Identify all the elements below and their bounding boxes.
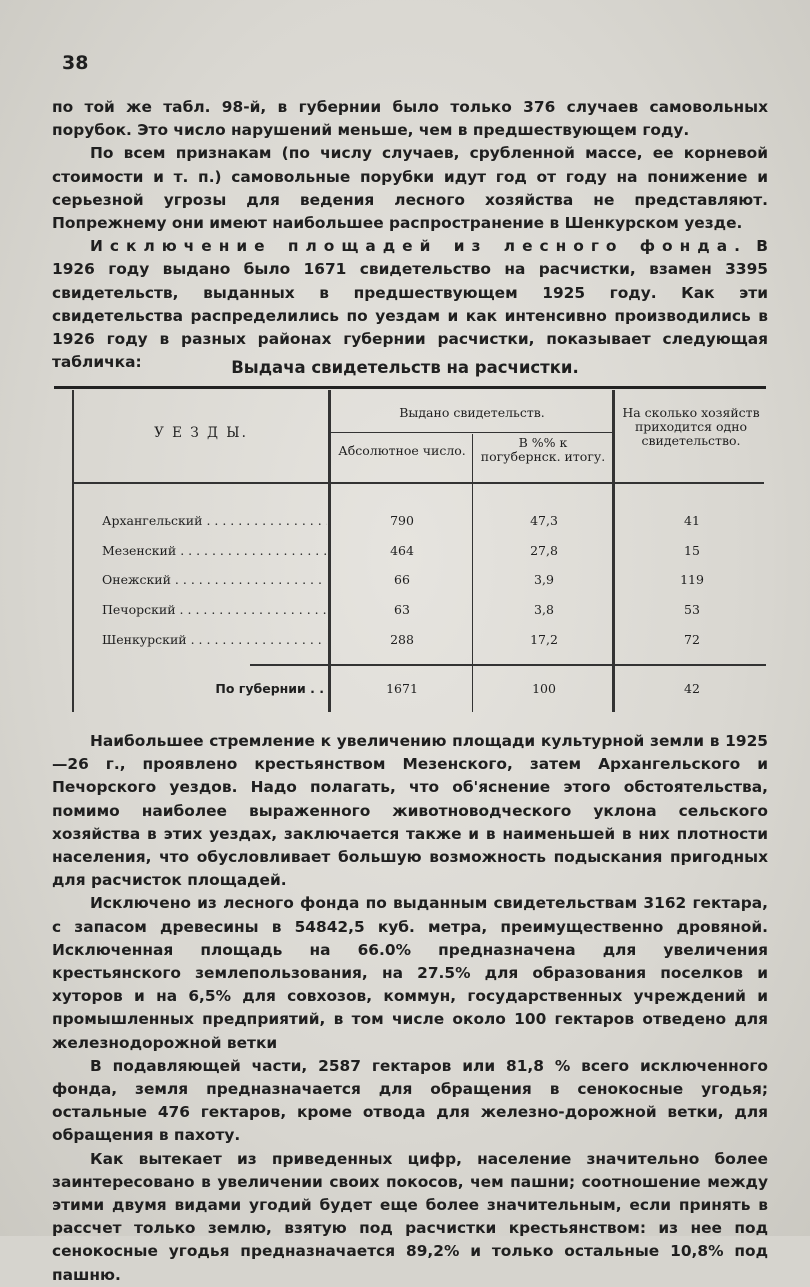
text-block-bottom [52, 730, 768, 1287]
total-pct: 100 [532, 681, 556, 696]
header-absolute: Абсолютное число. [338, 443, 466, 458]
header-sub-rule [331, 432, 612, 433]
row-pct: 3,8 [534, 602, 554, 617]
row-abs: 63 [394, 602, 410, 617]
table-left-border [72, 390, 74, 712]
text-block-top [52, 96, 768, 374]
row-name: Печорский . . . [102, 602, 327, 617]
section-heading: Исключение площадей из лесного фонда. [90, 237, 747, 256]
row-abs: 66 [394, 572, 410, 587]
row-pct: 3,9 [534, 572, 554, 587]
row-pct: 27,8 [530, 543, 558, 558]
header-bottom-rule [72, 482, 764, 484]
row-pct: 17,2 [530, 632, 558, 647]
row-name: Онежский . . . [102, 572, 327, 587]
row-abs: 288 [390, 632, 414, 647]
row-name: Шенкурский . . . [102, 632, 327, 647]
row-households: 119 [680, 572, 704, 587]
paragraph-1: по той же табл. 98-й, в губернии было только 376 случаев самовольных порубок. Это число нарушений меньше, чем в предшествующем году. [52, 98, 768, 140]
row-abs: 790 [390, 513, 414, 528]
row-name: Мезенский . . . [102, 543, 327, 558]
header-households: На сколько хозяйств приходится одно свидетельство. [622, 405, 760, 448]
row-households: 53 [684, 602, 700, 617]
total-label: По губернии . . [215, 681, 324, 696]
total-rule [250, 664, 766, 666]
paragraph-4: Наибольшее стремление к увеличению площади культурной земли в 1925—26 г., проявлено крестьянством Мезенского, затем Архангельского и Печорского уездов. Надо полагать, что об'яснение этого обстоятельства, помимо наиболее выраженного животноводческого уклона сельского хозяйства в этих уездах, заключается также и в наименьшей в них плотности населения, что обусловливает большую возможность подыскания пригодных для расчисток площадей. [52, 732, 768, 890]
row-households: 41 [684, 513, 700, 528]
paragraph-5: Исключено из лесного фонда по выданным свидетельствам 3162 гектара, с запасом древесины в 54842,5 куб. метра, преимущественно дровяной. Исключенная площадь на 66.0% предназначена для увеличения крестьянского землепользования, на 27.5% для образования поселков и хуторов и на 6,5% для совхозов, коммун, государственных учреждений и промышленных предприятий, в том числе около 100 гектаров отведено для железнодорожной ветки [52, 894, 768, 1052]
total-abs: 1671 [386, 681, 418, 696]
page-number: 38 [62, 52, 89, 74]
paragraph-3 [52, 235, 768, 374]
header-uezdy: У Е З Д Ы. [154, 425, 248, 441]
table-title: Выдача свидетельств на расчистки. [231, 358, 579, 377]
row-name: Архангельский . . . [102, 513, 327, 528]
table-top-rule [54, 386, 766, 389]
header-percent: В %% к погубернск. итогу. [480, 435, 606, 464]
row-pct: 47,3 [530, 513, 558, 528]
row-households: 72 [684, 632, 700, 647]
paragraph-6: В подавляющей части, 2587 гектаров или 81,8 % всего исключенного фонда, земля предназначается для обращения в сенокосные угодья; остальные 476 гектаров, кроме отвода для железно-дорожной ветки, для обращения в пахоту. [52, 1056, 768, 1145]
header-issued: Выдано свидетельств. [399, 405, 545, 420]
row-abs: 464 [390, 543, 414, 558]
total-households: 42 [684, 681, 700, 696]
paragraph-2: По всем признакам (по числу случаев, срубленной массе, ее корневой стоимости и т. п.) самовольные порубки идут год от году на понижение и серьезной угрозы для ведения лесного хозяйства не представляют. Попрежнему они имеют наибольшее распространение в Шенкурском уезде. [52, 144, 768, 233]
paragraph-7: Как вытекает из приведенных цифр, население значительно более заинтересовано в увеличении своих покосов, чем пашни; соотношение между этими двумя видами угодий будет еще более значительным, если принять в рассчет только землю, взятую под расчистки крестьянством: из нее под сенокосные угодья предназначается 89,2% и только остальные 10,8% под пашню. [52, 1149, 768, 1284]
data-table [54, 386, 766, 714]
table-col-divider-2 [472, 434, 473, 712]
paragraph-3-text: В 1926 году выдано было 1671 свидетельство на расчистки, взамен 3395 свидетельств, выданных в предшествующем 1925 году. Как эти свидетельства распределились по уездам и как интенсивно производились в 1926 году в разных районах губернии расчистки, показывает следующая табличка: [52, 237, 769, 372]
row-households: 15 [684, 543, 700, 558]
